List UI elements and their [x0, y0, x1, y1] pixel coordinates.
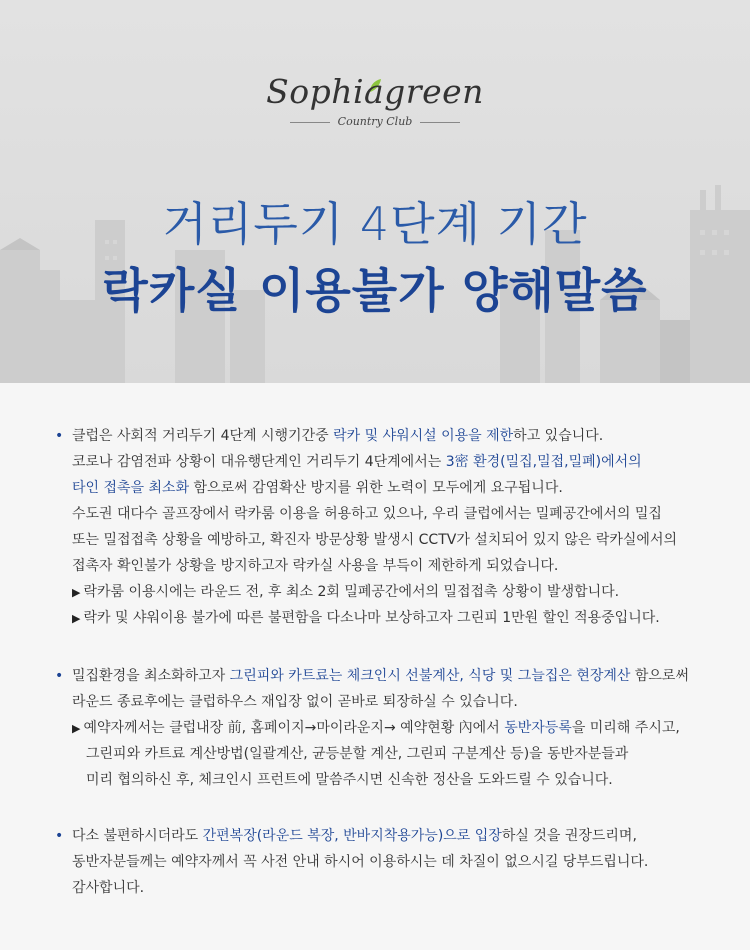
body-text: 라운드 종료후에는 클럽하우스 재입장 없이 곧바로 퇴장하실 수 있습니다.: [72, 694, 518, 710]
notice-line: [55, 741, 735, 767]
body-text: 밀집환경을 최소화하고자: [72, 668, 230, 684]
notice-line: [55, 423, 735, 449]
bullet-marker: •: [55, 668, 64, 684]
logo-subtitle: Country Club: [337, 115, 413, 128]
highlight-text: 락카 및 샤워시설 이용을 제한: [333, 428, 514, 444]
headline-notice: 락카실 이용불가 양해말씀: [102, 264, 648, 319]
headline-period: 거리두기 4단계 기간: [162, 197, 588, 251]
highlight-text: 그린피와 카트료는 체크인시 선불계산, 식당 및 그늘집은 현장계산: [229, 668, 631, 684]
highlight-text: 타인 접촉을 최소화: [72, 480, 190, 496]
body-text: 락카룸 이용시에는 라운드 전, 후 최소 2회 밀폐공간에서의 밀접접촉 상황이 발생합니다.: [83, 584, 620, 600]
highlight-text: 3密 환경(밀집,밀접,밀폐)에서의: [445, 454, 642, 470]
notice-section-locker: [55, 423, 735, 631]
notice-line: [55, 823, 735, 849]
divider: [420, 122, 460, 123]
body-text: 미리 협의하신 후, 체크인시 프런트에 말씀주시면 신속한 정산을 도와드릴 수 있습니다.: [86, 772, 613, 788]
body-text: 그린피와 카트료 계산방법(일괄계산, 균등분할 계산, 그린피 구분계산 등)을 동반자분들과: [86, 746, 629, 762]
logo-wordmark: Sophiagreen: [266, 72, 484, 111]
notice-body: [0, 383, 750, 950]
notice-line: [55, 527, 735, 553]
notice-line: [55, 449, 735, 475]
notice-line: [55, 767, 735, 793]
body-text: 또는 밀접접촉 상황을 예방하고, 확진자 방문상황 발생시 CCTV가 설치되어 있지 않은 락카실에서의: [72, 532, 677, 548]
notice-line: [55, 875, 735, 901]
notice-line: [55, 553, 735, 579]
triangle-marker-icon: ▶: [72, 612, 81, 625]
body-text: 을 미리해 주시고,: [571, 720, 680, 736]
body-text: 접촉자 확인불가 상황을 방지하고자 락카실 사용을 부득이 제한하게 되었습니다.: [72, 558, 559, 574]
notice-line: [55, 579, 735, 605]
highlight-text: 간편복장(라운드 복장, 반바지착용가능)으로 입장: [202, 828, 502, 844]
triangle-marker-icon: ▶: [72, 722, 81, 735]
body-text: 하고 있습니다.: [513, 428, 604, 444]
notice-line: [55, 663, 735, 689]
body-text: 락카 및 샤워이용 불가에 따른 불편함을 다소나마 보상하고자 그린피 1만원 할인 적용중입니다.: [83, 610, 660, 626]
notice-line: [55, 605, 735, 631]
body-text: 수도권 대다수 골프장에서 락카룸 이용을 허용하고 있으나, 우리 클럽에서는 밀폐공간에서의 밀집: [72, 506, 662, 522]
notice-line: [55, 475, 735, 501]
body-text: 클럽은 사회적 거리두기 4단계 시행기간중: [72, 428, 334, 444]
body-text: 함으로써: [630, 668, 689, 684]
body-text: 하실 것을 권장드리며,: [501, 828, 637, 844]
body-text: 감사합니다.: [72, 880, 145, 896]
notice-section-payment: [55, 663, 735, 793]
body-text: 다소 불편하시더라도: [72, 828, 203, 844]
logo-subtitle-row: [290, 113, 460, 131]
bullet-marker: •: [55, 428, 64, 444]
body-text: 함으로써 감염확산 방지를 위한 노력이 모두에게 요구됩니다.: [189, 480, 563, 496]
body-text: 코로나 감염전파 상황이 대유행단계인 거리두기 4단계에서는: [72, 454, 446, 470]
header-banner: [0, 0, 750, 383]
body-text: 예약자께서는 클럽내장 前, 홈페이지→마이라운지→ 예약현황 內에서: [83, 720, 505, 736]
body-text: 동반자분들께는 예약자께서 꼭 사전 안내 하시어 이용하시는 데 차질이 없으시길 당부드립니다.: [72, 854, 649, 870]
notice-line: [55, 689, 735, 715]
club-logo: [0, 72, 750, 131]
highlight-text: 동반자등록: [504, 720, 572, 736]
notice-line: [55, 849, 735, 875]
notice-line: [55, 501, 735, 527]
notice-line: [55, 715, 735, 741]
bullet-marker: •: [55, 828, 64, 844]
notice-section-attire: [55, 823, 735, 901]
triangle-marker-icon: ▶: [72, 586, 81, 599]
